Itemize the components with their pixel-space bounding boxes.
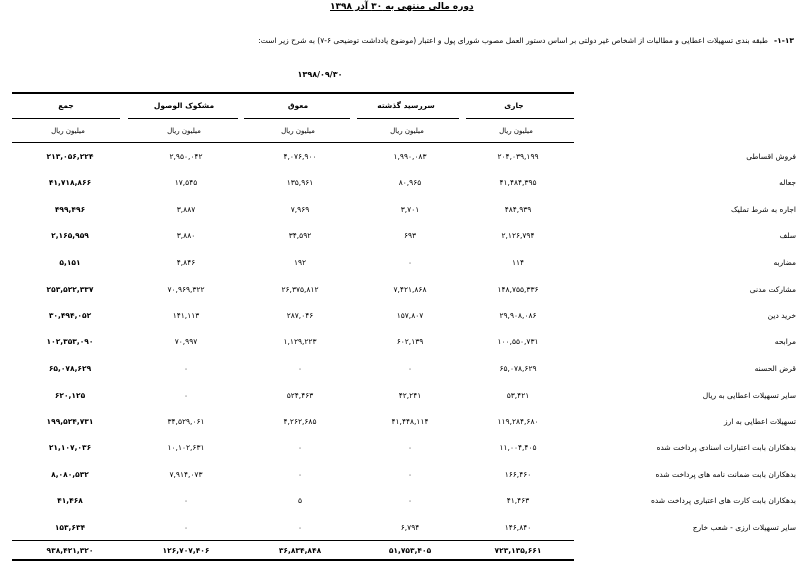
header-underline-doubtful: [128, 118, 238, 119]
table-row: [0, 311, 807, 325]
cell-doubtful: ۱۷,۵۴۵: [174, 178, 198, 187]
cell-total: ۴۱,۴۶۸: [57, 496, 83, 505]
cell-deferred: ۵: [297, 496, 303, 505]
row-label: خرید دین: [767, 311, 796, 320]
period-title: دوره مالی منتهی به ۳۰ آذر ۱۳۹۸: [330, 2, 474, 12]
cell-doubtful: ۳۴,۵۲۹,۰۶۱: [167, 417, 205, 426]
note-text: طبقه بندی تسهیلات اعطایی و مطالبات از اشخاص غیر دولتی بر اساس دستور العمل مصوب شورای پول و اعتبار (موضوع یادداشت توضیحی ۶-۷) به شرح زیر است:: [258, 36, 769, 45]
totals-top-rule: [12, 540, 574, 541]
total-deferred: ۳۶,۸۳۴,۸۴۸: [278, 546, 322, 555]
cell-current: ۲۹,۹۰۸,۰۸۶: [499, 311, 537, 320]
cell-current: ۱۰۰,۵۵۰,۷۳۱: [497, 337, 539, 346]
cell-doubtful: ۴,۸۴۶: [176, 258, 196, 267]
cell-overdue: ۰: [407, 496, 413, 505]
cell-current: ۱۱,۰۰۴,۴۰۵: [499, 443, 537, 452]
table-row: [0, 285, 807, 299]
row-label: سلف: [779, 231, 796, 240]
cell-deferred: ۵۲۴,۴۶۳: [286, 391, 314, 400]
cell-current: ۱۴۸,۷۵۵,۳۳۶: [497, 285, 539, 294]
column-header-overdue: سررسید گذشته: [377, 101, 435, 110]
cell-doubtful: ۳,۸۸۰: [176, 231, 196, 240]
column-header-total: جمع: [58, 101, 74, 110]
cell-current: ۱۱۹,۲۸۴,۶۸۰: [497, 417, 539, 426]
cell-overdue: ۳,۷۰۱: [400, 205, 420, 214]
table-top-rule: [12, 92, 574, 94]
table-row: [0, 364, 807, 378]
cell-deferred: ۰: [297, 443, 303, 452]
row-label: سایر تسهیلات ارزی - شعب خارج: [692, 523, 796, 532]
note-paragraph: [238, 36, 794, 45]
row-label: مضاربه: [773, 258, 796, 267]
row-label: بدهکاران بابت کارت های اعتباری پرداخت شده: [650, 496, 796, 505]
cell-overdue: ۱,۹۹۰,۰۸۳: [393, 152, 427, 161]
cell-overdue: ۷,۴۲۱,۸۶۸: [393, 285, 427, 294]
note-number: ۱-۱۳-: [774, 36, 794, 45]
table-row: [0, 417, 807, 431]
cell-deferred: ۱۹۲: [293, 258, 307, 267]
cell-overdue: ۰: [407, 364, 413, 373]
unit-label-total: میلیون ریال: [51, 127, 85, 135]
cell-overdue: ۴۱,۴۴۸,۱۱۴: [391, 417, 429, 426]
row-label: قرض الحسنه: [754, 364, 796, 373]
cell-current: ۵۳,۴۲۱: [506, 391, 530, 400]
cell-doubtful: ۰: [183, 523, 189, 532]
cell-doubtful: ۰: [183, 391, 189, 400]
cell-deferred: ۴,۰۷۶,۹۰۰: [283, 152, 317, 161]
cell-doubtful: ۲,۹۵۰,۰۴۲: [169, 152, 203, 161]
unit-label-deferred: میلیون ریال: [281, 127, 315, 135]
cell-overdue: ۴۲,۲۴۱: [398, 391, 422, 400]
cell-doubtful: ۷۰,۹۶۹,۳۲۲: [167, 285, 205, 294]
cell-total: ۶۲۰,۱۲۵: [54, 391, 86, 400]
table-row: [0, 258, 807, 272]
cell-total: ۴۹۹,۴۹۶: [54, 205, 86, 214]
total-grand: ۹۳۸,۴۲۱,۳۲۰: [46, 546, 94, 555]
totals-bottom-rule: [12, 559, 574, 561]
total-current: ۷۲۳,۱۳۵,۶۶۱: [494, 546, 542, 555]
header-underline-total: [12, 118, 120, 119]
cell-total: ۲۵۳,۵۲۲,۳۳۷: [46, 285, 94, 294]
cell-current: ۴۱,۴۶۳: [506, 496, 530, 505]
cell-current: ۱۱۴: [511, 258, 525, 267]
header-underline-deferred: [244, 118, 350, 119]
cell-overdue: ۶,۷۹۴: [400, 523, 420, 532]
table-row: [0, 443, 807, 457]
cell-overdue: ۰: [407, 258, 413, 267]
cell-deferred: ۳۴,۵۹۲: [288, 231, 312, 240]
cell-deferred: ۰: [297, 470, 303, 479]
cell-deferred: ۴,۲۶۲,۶۸۵: [283, 417, 317, 426]
row-label: فروش اقساطی: [746, 152, 796, 161]
row-label: جعاله: [779, 178, 796, 187]
table-row: [0, 496, 807, 510]
cell-doubtful: ۰: [183, 496, 189, 505]
cell-current: ۱۴۶,۸۴۰: [504, 523, 532, 532]
row-label: مرابحه: [774, 337, 796, 346]
column-header-deferred: معوق: [287, 101, 309, 110]
unit-rule: [12, 142, 574, 143]
cell-doubtful: ۷,۹۱۴,۰۷۳: [169, 470, 203, 479]
cell-overdue: ۰: [407, 470, 413, 479]
total-overdue: ۵۱,۷۵۳,۴۰۵: [388, 546, 432, 555]
cell-total: ۱۰۲,۳۵۳,۰۹۰: [46, 337, 94, 346]
cell-deferred: ۱۳۵,۹۶۱: [286, 178, 314, 187]
row-label: مشارکت مدنی: [749, 285, 796, 294]
row-label: تسهیلات اعطایی به ارز: [724, 417, 796, 426]
cell-deferred: ۱,۱۲۹,۲۲۳: [283, 337, 317, 346]
cell-doubtful: ۱۰,۱۰۲,۶۳۱: [167, 443, 205, 452]
cell-total: ۱۵۳,۶۳۴: [54, 523, 86, 532]
cell-deferred: ۰: [297, 523, 303, 532]
cell-total: ۲,۱۶۵,۹۵۹: [51, 231, 89, 240]
cell-current: ۴۸۴,۹۳۹: [504, 205, 532, 214]
cell-deferred: ۰: [297, 364, 303, 373]
cell-current: ۲۰۴,۰۳۹,۱۹۹: [497, 152, 539, 161]
cell-total: ۴۱,۷۱۸,۸۶۶: [48, 178, 92, 187]
table-row: [0, 523, 807, 537]
header-underline-current: [466, 118, 574, 119]
table-row: [0, 205, 807, 219]
cell-current: ۱۶۶,۴۶۰: [504, 470, 532, 479]
cell-overdue: ۶۹۳: [403, 231, 417, 240]
cell-deferred: ۷,۹۶۹: [290, 205, 310, 214]
column-header-doubtful: مشکوک الوصول: [153, 101, 215, 110]
table-row: [0, 152, 807, 166]
cell-current: ۴۱,۴۸۴,۳۹۵: [499, 178, 537, 187]
table-row: [0, 337, 807, 351]
row-label: سایر تسهیلات اعطایی به ریال: [702, 391, 796, 400]
table-row: [0, 178, 807, 192]
cell-overdue: ۱۵۷,۸۰۷: [396, 311, 424, 320]
cell-doubtful: ۰: [183, 364, 189, 373]
cell-total: ۲۱,۱۰۷,۰۳۶: [48, 443, 92, 452]
cell-current: ۶۵,۰۷۸,۶۲۹: [499, 364, 537, 373]
header-underline-overdue: [357, 118, 459, 119]
row-label: اجاره به شرط تملیک: [730, 205, 796, 214]
table-date: ۱۳۹۸/۰۹/۳۰: [297, 70, 343, 79]
unit-label-overdue: میلیون ریال: [390, 127, 424, 135]
unit-label-doubtful: میلیون ریال: [167, 127, 201, 135]
totals-row: [0, 546, 807, 560]
cell-total: ۵,۱۵۱: [59, 258, 81, 267]
column-header-current: جاری: [504, 101, 524, 110]
table-row: [0, 470, 807, 484]
cell-total: ۱۹۹,۵۲۴,۷۳۱: [46, 417, 94, 426]
cell-total: ۸,۰۸۰,۵۳۲: [51, 470, 89, 479]
cell-current: ۲,۱۲۶,۷۹۴: [501, 231, 535, 240]
cell-deferred: ۲۸۷,۰۴۶: [286, 311, 314, 320]
cell-overdue: ۶۰۲,۱۳۹: [396, 337, 424, 346]
total-doubtful: ۱۲۶,۷۰۷,۴۰۶: [162, 546, 210, 555]
unit-label-current: میلیون ریال: [499, 127, 533, 135]
cell-total: ۶۵,۰۷۸,۶۲۹: [48, 364, 92, 373]
cell-total: ۳۰,۴۹۴,۰۵۲: [48, 311, 92, 320]
cell-overdue: ۸۰,۹۶۵: [398, 178, 422, 187]
cell-overdue: ۰: [407, 443, 413, 452]
cell-doubtful: ۱۴۱,۱۱۳: [172, 311, 200, 320]
row-label: بدهکاران بابت اعتبارات اسنادی پرداخت شده: [656, 443, 796, 452]
table-row: [0, 231, 807, 245]
row-label: بدهکاران بابت ضمانت نامه های پرداخت شده: [655, 470, 796, 479]
table-row: [0, 391, 807, 405]
cell-total: ۲۱۳,۰۵۶,۲۲۴: [46, 152, 94, 161]
cell-doubtful: ۷۰,۹۹۷: [174, 337, 198, 346]
cell-doubtful: ۳,۸۸۷: [176, 205, 196, 214]
cell-deferred: ۲۶,۳۷۵,۸۱۲: [281, 285, 319, 294]
